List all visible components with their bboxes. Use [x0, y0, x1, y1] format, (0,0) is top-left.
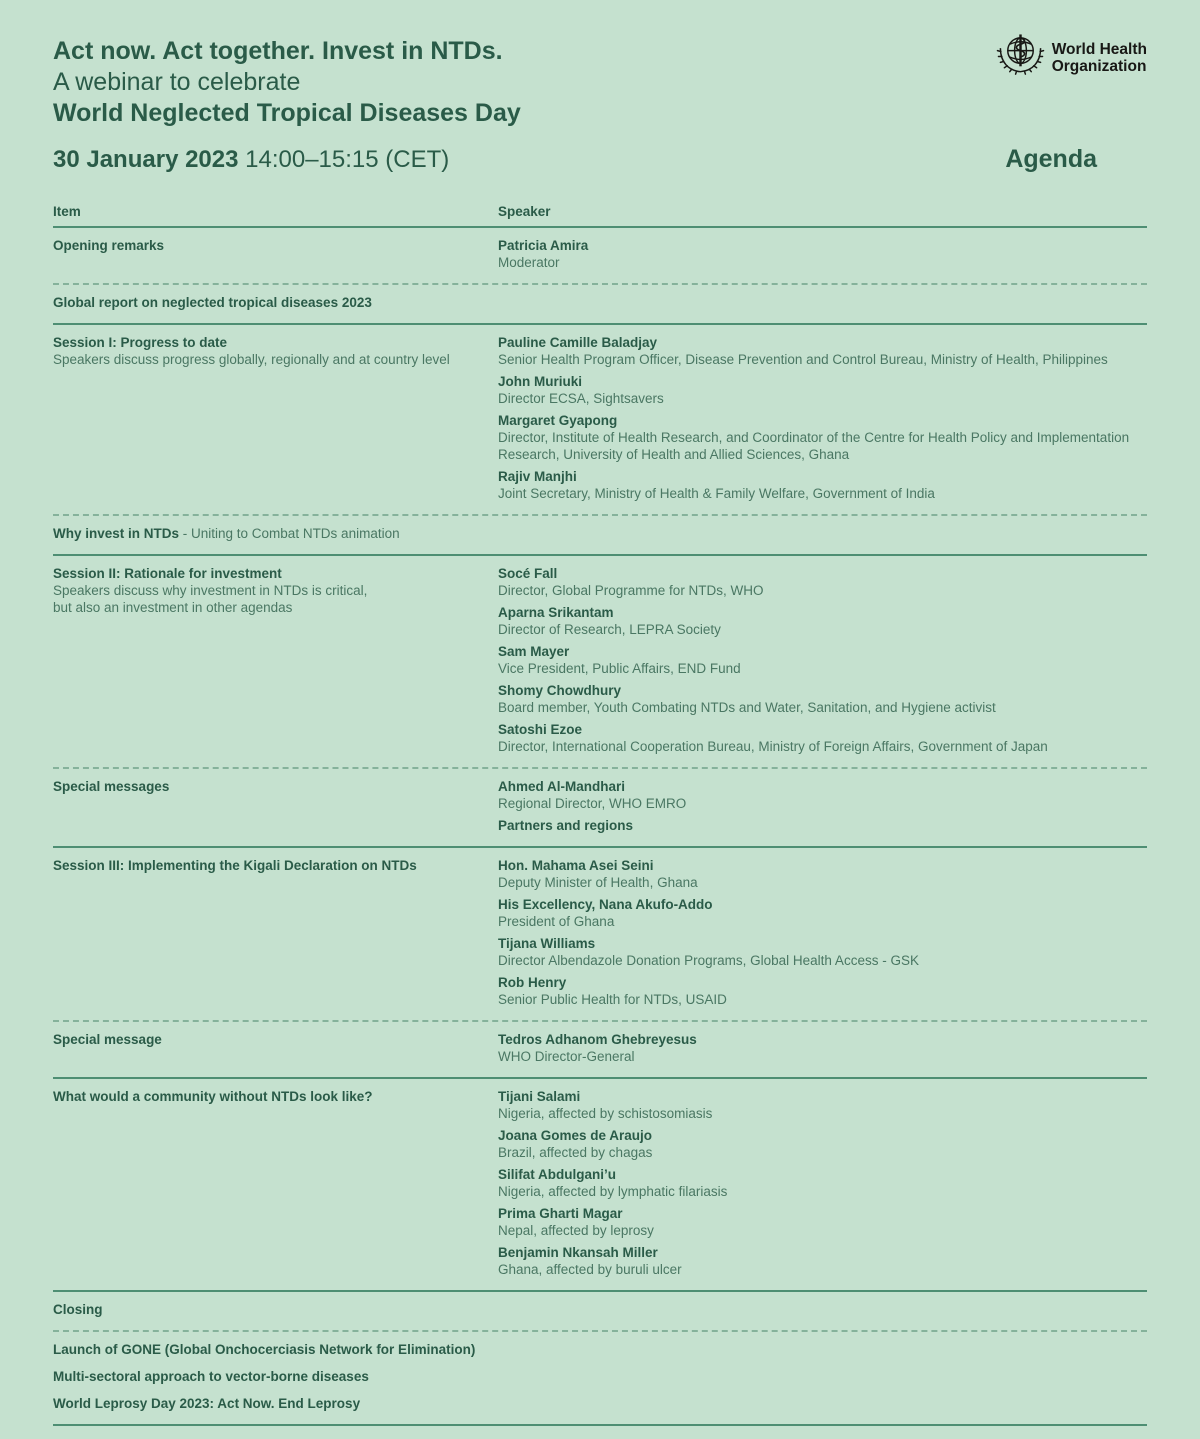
agenda-row: [53, 769, 1147, 846]
speaker-entry: [498, 334, 1147, 368]
item-title: [53, 1031, 478, 1048]
speaker-cell: [498, 565, 1147, 755]
agenda-row: [53, 228, 1147, 283]
agenda-row: [53, 516, 1147, 554]
speaker-role: Senior Public Health for NTDs, USAID: [498, 992, 727, 1007]
speaker-role: Senior Health Program Officer, Disease Prevention and Control Bureau, Ministry of Health, Philippines: [498, 352, 1108, 367]
who-emblem-icon: [996, 32, 1045, 81]
speaker-entry: [498, 237, 1147, 271]
item-description: but also an investment in other agendas: [53, 600, 293, 615]
table-header: [53, 204, 1147, 228]
item-cell: [53, 237, 498, 271]
speaker-name: His Excellency, Nana Akufo-Addo: [498, 897, 713, 912]
column-header-speaker: Speaker: [498, 204, 551, 219]
speaker-role: Nigeria, affected by lymphatic filariasis: [498, 1184, 728, 1199]
item-title: [53, 1301, 478, 1318]
speaker-entry: [498, 373, 1147, 407]
item-title-text: Global report on neglected tropical diseases 2023: [53, 295, 372, 310]
divider-solid: [53, 1424, 1147, 1426]
item-cell: [53, 525, 498, 542]
item-title-text: Session II: Rationale for investment: [53, 566, 282, 581]
speaker-cell: [498, 294, 1147, 311]
item-title: [53, 334, 478, 351]
agenda-row: [53, 325, 1147, 514]
speaker-role: Nigeria, affected by schistosomiasis: [498, 1106, 713, 1121]
speaker-name: Hon. Mahama Asei Seini: [498, 858, 654, 873]
speaker-name: Silifat Abdulgani’u: [498, 1167, 616, 1182]
speaker-role: Joint Secretary, Ministry of Health & Family Welfare, Government of India: [498, 486, 935, 501]
speaker-entry: [498, 857, 1147, 891]
item-title: [53, 565, 478, 582]
item-cell: [53, 778, 498, 834]
speaker-cell: [498, 1301, 1147, 1318]
speaker-role: Director of Research, LEPRA Society: [498, 622, 721, 637]
speaker-role: Nepal, affected by leprosy: [498, 1223, 654, 1238]
speaker-entry: [498, 565, 1147, 599]
speaker-cell: [498, 237, 1147, 271]
agenda-row: [53, 1332, 1147, 1424]
item-cell: [53, 334, 498, 502]
speaker-name: Tedros Adhanom Ghebreyesus: [498, 1032, 697, 1047]
agenda-row: [53, 285, 1147, 323]
item-cell: [53, 1301, 498, 1318]
who-logo-line-1: World Health: [1051, 41, 1147, 58]
event-time: 14:00–15:15 (CET): [238, 146, 450, 173]
speaker-role: Deputy Minister of Health, Ghana: [498, 875, 698, 890]
agenda-row: [53, 1079, 1147, 1290]
item-line: Multi-sectoral approach to vector-borne diseases: [53, 1369, 369, 1384]
speaker-name: Joana Gomes de Araujo: [498, 1128, 653, 1143]
item-title: [53, 857, 478, 874]
speaker-entry: [498, 817, 1147, 834]
speaker-entry: [498, 721, 1147, 755]
speaker-role: Director ECSA, Sightsavers: [498, 391, 664, 406]
agenda-row: [53, 1022, 1147, 1077]
item-line: Launch of GONE (Global Onchocerciasis Network for Elimination): [53, 1342, 476, 1357]
item-title-text: Opening remarks: [53, 238, 165, 253]
speaker-entry: [498, 412, 1147, 463]
item-cell: [53, 565, 498, 755]
speaker-cell: [498, 1341, 1147, 1412]
speaker-entry: [498, 1127, 1147, 1161]
item-suffix-text: - Uniting to Combat NTDs animation: [179, 526, 400, 541]
speaker-role: Director, International Cooperation Bureau, Ministry of Foreign Affairs, Government of Japan: [498, 739, 1048, 754]
item-line: World Leprosy Day 2023: Act Now. End Leprosy: [53, 1396, 361, 1411]
speaker-entry: [498, 1031, 1147, 1065]
speaker-name: Rob Henry: [498, 975, 567, 990]
speaker-role: Board member, Youth Combating NTDs and Water, Sanitation, and Hygiene activist: [498, 700, 996, 715]
title-line-3: World Neglected Tropical Diseases Day: [53, 99, 521, 127]
item-title-text: Session I: Progress to date: [53, 335, 228, 350]
item-cell: [53, 294, 498, 311]
speaker-name: Rajiv Manjhi: [498, 469, 577, 484]
speaker-role: Director Albendazole Donation Programs, Global Health Access - GSK: [498, 953, 919, 968]
item-title: [53, 525, 478, 542]
speaker-entry: [498, 682, 1147, 716]
speaker-entry: [498, 974, 1147, 1008]
item-cell: [53, 1341, 498, 1412]
item-title-text: Special messages: [53, 779, 170, 794]
speaker-entry: [498, 896, 1147, 930]
title-line-1: Act now. Act together. Invest in NTDs.: [53, 37, 503, 65]
speaker-entry: [498, 1166, 1147, 1200]
speaker-cell: [498, 857, 1147, 1008]
who-logo-line-2: Organization: [1051, 58, 1147, 75]
item-title-text: Closing: [53, 1302, 103, 1317]
item-title-text: Why invest in NTDs: [53, 526, 180, 541]
page-header: [53, 36, 1147, 129]
speaker-name: Satoshi Ezoe: [498, 722, 583, 737]
item-description: Speakers discuss why investment in NTDs is critical,: [53, 583, 368, 598]
speaker-name: Pauline Camille Baladjay: [498, 335, 658, 350]
agenda-row: [53, 1292, 1147, 1330]
who-logo-text: [1052, 41, 1147, 75]
item-title-text: Special message: [53, 1032, 162, 1047]
speaker-entry: [498, 1205, 1147, 1239]
item-title: [53, 778, 478, 795]
agenda-row: [53, 848, 1147, 1020]
speaker-entry: [498, 468, 1147, 502]
speaker-entry: [498, 935, 1147, 969]
speaker-cell: [498, 778, 1147, 834]
speaker-role: President of Ghana: [498, 914, 615, 929]
speaker-name: Aparna Srikantam: [498, 605, 614, 620]
speaker-cell: [498, 525, 1147, 542]
speaker-name: Tijani Salami: [498, 1089, 581, 1104]
item-cell: [53, 1031, 498, 1065]
speaker-name: Benjamin Nkansah Miller: [498, 1245, 658, 1260]
speaker-role: WHO Director-General: [498, 1049, 635, 1064]
speaker-name: Margaret Gyapong: [498, 413, 618, 428]
date-row: [53, 145, 1147, 174]
item-description: Speakers discuss progress globally, regionally and at country level: [53, 352, 450, 367]
speaker-entry: [498, 643, 1147, 677]
speaker-role: Director, Global Programme for NTDs, WHO: [498, 583, 764, 598]
speaker-entry: [498, 1088, 1147, 1122]
item-title-text: Session III: Implementing the Kigali Declaration on NTDs: [53, 858, 417, 873]
speaker-role: Brazil, affected by chagas: [498, 1145, 653, 1160]
agenda-row: [53, 556, 1147, 767]
speaker-role: Director, Institute of Health Research, and Coordinator of the Centre for Health Policy and Implementation Research, University of Health and Allied Sciences, Ghana: [498, 430, 1130, 462]
speaker-role: Regional Director, WHO EMRO: [498, 796, 687, 811]
title-line-2: A webinar to celebrate: [53, 68, 301, 96]
speaker-name: Ahmed Al-Mandhari: [498, 779, 626, 794]
speaker-role: Vice President, Public Affairs, END Fund: [498, 661, 741, 676]
speaker-name: Tijana Williams: [498, 936, 596, 951]
item-cell: [53, 1088, 498, 1278]
speaker-role: Moderator: [498, 255, 560, 270]
event-date: 30 January 2023: [53, 146, 239, 173]
speaker-cell: [498, 334, 1147, 502]
speaker-name: Shomy Chowdhury: [498, 683, 622, 698]
speaker-name: Socé Fall: [498, 566, 558, 581]
speaker-entry: [498, 778, 1147, 812]
speaker-entry: [498, 1244, 1147, 1278]
speaker-name: Prima Gharti Magar: [498, 1206, 623, 1221]
item-title-text: What would a community without NTDs look like?: [53, 1089, 373, 1104]
item-cell: [53, 857, 498, 1008]
speaker-name: Sam Mayer: [498, 644, 570, 659]
agenda-heading: Agenda: [1005, 145, 1097, 173]
speaker-role: Ghana, affected by buruli ulcer: [498, 1262, 682, 1277]
item-title: [53, 1088, 478, 1105]
title-block: [53, 36, 521, 129]
speaker-cell: [498, 1088, 1147, 1278]
speaker-entry: [498, 604, 1147, 638]
item-title: [53, 294, 478, 311]
who-logo: [996, 32, 1147, 81]
speaker-name: Partners and regions: [498, 818, 634, 833]
agenda-rows: [53, 228, 1147, 1426]
column-header-item: Item: [53, 204, 81, 219]
speaker-name: John Muriuki: [498, 374, 582, 389]
speaker-name: Patricia Amira: [498, 238, 589, 253]
item-title: [53, 237, 478, 254]
speaker-cell: [498, 1031, 1147, 1065]
event-datetime: [53, 146, 449, 174]
